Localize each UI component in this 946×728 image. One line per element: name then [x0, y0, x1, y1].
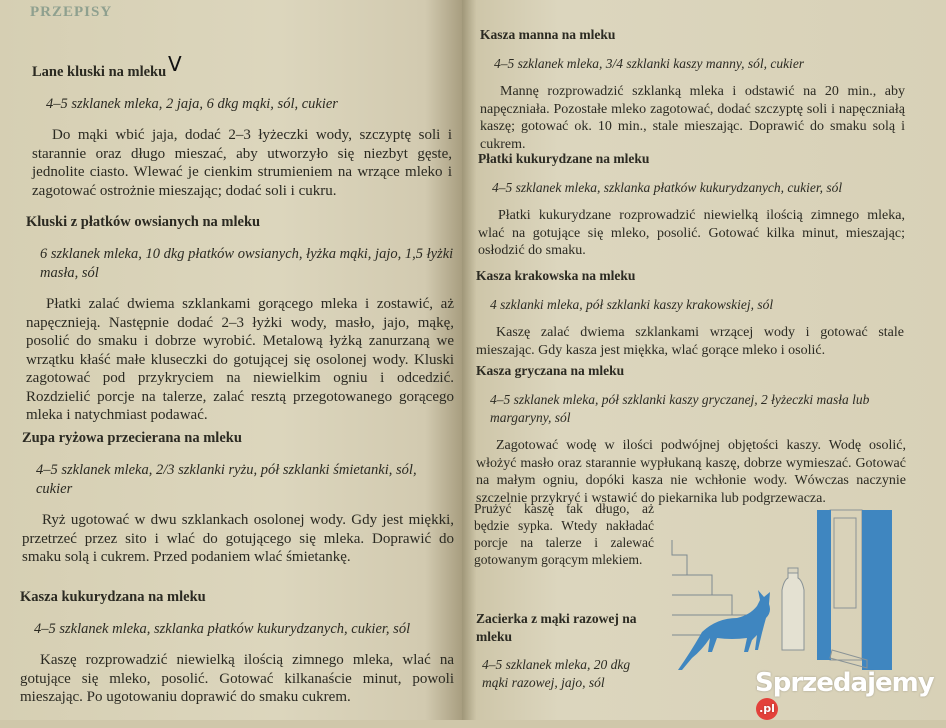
running-head: PRZEPISY [30, 4, 113, 20]
recipe-title: Kasza manna na mleku [480, 27, 616, 42]
cat-milk-doorstep-illustration [662, 500, 907, 680]
recipe-kluski-platki [26, 214, 454, 425]
cat-silhouette [678, 590, 770, 670]
milk-bottle [782, 568, 804, 650]
recipe-kasza-krakowska [476, 268, 904, 359]
door-panel-left [817, 510, 831, 660]
recipe-ingredients: 4–5 szklanek mleka, szklanka płatków kukurydzanych, cukier, sól [34, 621, 411, 637]
watermark-logo [755, 668, 946, 728]
recipe-title: Płatki kukurydzane na mleku [478, 151, 650, 166]
recipe-ingredients: 4–5 szklanek mleka, pół szklanki kaszy gryczanej, 2 łyżeczki masła lub margaryny, sól [490, 392, 870, 425]
recipe-kasza-gryczana [476, 363, 906, 507]
watermark-brand: Sprzedajemy [755, 668, 934, 698]
handwritten-checkmark: V [168, 52, 182, 76]
recipe-lane-kluski [32, 64, 452, 200]
recipe-instructions: Ryż ugotować w dwu szklankach osolonej wody. Gdy jest miękki, przetrzeć przez sito i wlać do gotującego się mleka. Doprawić do smaku solą i cukrem. Przed podaniem wlać śmietankę. [22, 512, 454, 565]
recipe-title: Kasza kukurydzana na mleku [20, 589, 206, 605]
recipe-instructions: Zagotować wodę w ilości podwójnej objętości kaszy. Wodę osolić, włożyć masło oraz starannie wypłukaną kaszę, dobrze wymieszać. Gotować na małym ogniu, dopóki kasza nie wchłonie wody. Wówczas naczynie szczelnie przykryć i wstawić do piekarnika lub podgrzewacza. [476, 438, 906, 506]
recipe-kasza-manna [480, 27, 905, 153]
doorstep [830, 650, 867, 668]
door-window [834, 518, 856, 608]
right-page [462, 0, 946, 720]
recipe-zacierka [476, 610, 656, 702]
recipe-zupa-ryzowa [22, 430, 454, 567]
recipe-instructions-continued: Prużyć kaszę tak długo, aż będzie sypka. Wtedy nakładać porcje na talerze i zalewać gotowanym gorącym mlekiem. [474, 501, 654, 567]
recipe-instructions: Płatki zalać dwiema szklankami gorącego mleka i zostawić, aż napęcznieją. Następnie dodać 2–3 łyżki wody, masło, jajo, mąkę, posolić do smaku i dobrze wyrobić. Metalową łyżką zanurzaną we wrzątku kłaść małe kluseczki do gotującej się osolonej wody. Kluski zagotować pod przykryciem na niewielkim ogniu i odcedzić. Rozdzielić porcje na talerze, zalać resztą przegotowanego gorącego mleka i natychmiast podawać. [26, 296, 454, 423]
recipe-title: Lane kluski na mleku [32, 64, 167, 80]
recipe-instructions: Płatki kukurydzane rozprowadzić niewielką ilością zimnego mleka, wlać na gotujące się mleko, posolić. Gotować kilka minut, mieszając; osłodzić do smaku. [478, 208, 905, 258]
watermark-tld-badge: .pl [756, 698, 778, 720]
recipe-ingredients: 4 szklanki mleka, pół szklanki kaszy krakowskiej, sól [490, 297, 774, 312]
recipe-instructions: Kaszę rozprowadzić niewielką ilością zimnego mleka, wlać na gotujące się mleko, posolić. Gotować kilkanaście minut, powoli mieszając. Po ugotowaniu doprawić do smaku cukrem. [20, 652, 454, 705]
recipe-ingredients: 6 szklanek mleka, 10 dkg płatków owsianych, łyżka mąki, jajo, 1,5 łyżki masła, sól [40, 246, 454, 281]
recipe-ingredients: 4–5 szklanek mleka, 20 dkg mąki razowej, jajo, sól [482, 657, 631, 690]
recipe-instructions: Do mąki wbić jaja, dodać 2–3 łyżeczki wody, szczyptę soli i starannie oraz długo mieszać, aby utworzyło się niezbyt gęste, jednolite ciasto. Wlewać je cienkim strumieniem na wrzące mleko i zagotować ostrożnie mieszając; dodać soli i cukru. [32, 127, 452, 199]
recipe-ingredients: 4–5 szklanek mleka, 2/3 szklanki ryżu, pół szklanki śmietanki, sól, cukier [36, 462, 417, 497]
recipe-instructions: Kaszę zalać dwiema szklankami wrzącej wody i gotować stale mieszając. Gdy kasza jest miękka, wlać gorące mleko i osolić. [476, 325, 904, 358]
door-panel-right [862, 510, 892, 670]
recipe-instructions: Mannę rozprowadzić szklanką mleka i odstawić na 20 min., aby napęczniała. Pozostałe mleko zagotować, dodać szczyptę soli i napęczniałą kaszę; gotować ok. 10 min., stale mieszając. Doprawić do smaku solą i cukrem. [480, 84, 905, 152]
recipe-ingredients: 4–5 szklanek mleka, 2 jaja, 6 dkg mąki, sól, cukier [46, 96, 338, 112]
recipe-title: Kasza krakowska na mleku [476, 268, 636, 283]
recipe-title: Kluski z płatków owsianych na mleku [26, 214, 261, 230]
recipe-kasza-kukurydzana [20, 589, 454, 707]
door-frame [830, 510, 862, 660]
recipe-title: Zacierka z mąki razowej na mleku [476, 611, 637, 644]
recipe-title: Zupa ryżowa przecierana na mleku [22, 430, 242, 446]
recipe-platki-kukurydzane [478, 151, 905, 260]
recipe-title: Kasza gryczana na mleku [476, 363, 625, 378]
recipe-ingredients: 4–5 szklanek mleka, 3/4 szklanki kaszy manny, sól, cukier [494, 56, 805, 71]
left-page [0, 0, 462, 720]
recipe-ingredients: 4–5 szklanek mleka, szklanka płatków kukurydzanych, cukier, sól [492, 180, 843, 195]
